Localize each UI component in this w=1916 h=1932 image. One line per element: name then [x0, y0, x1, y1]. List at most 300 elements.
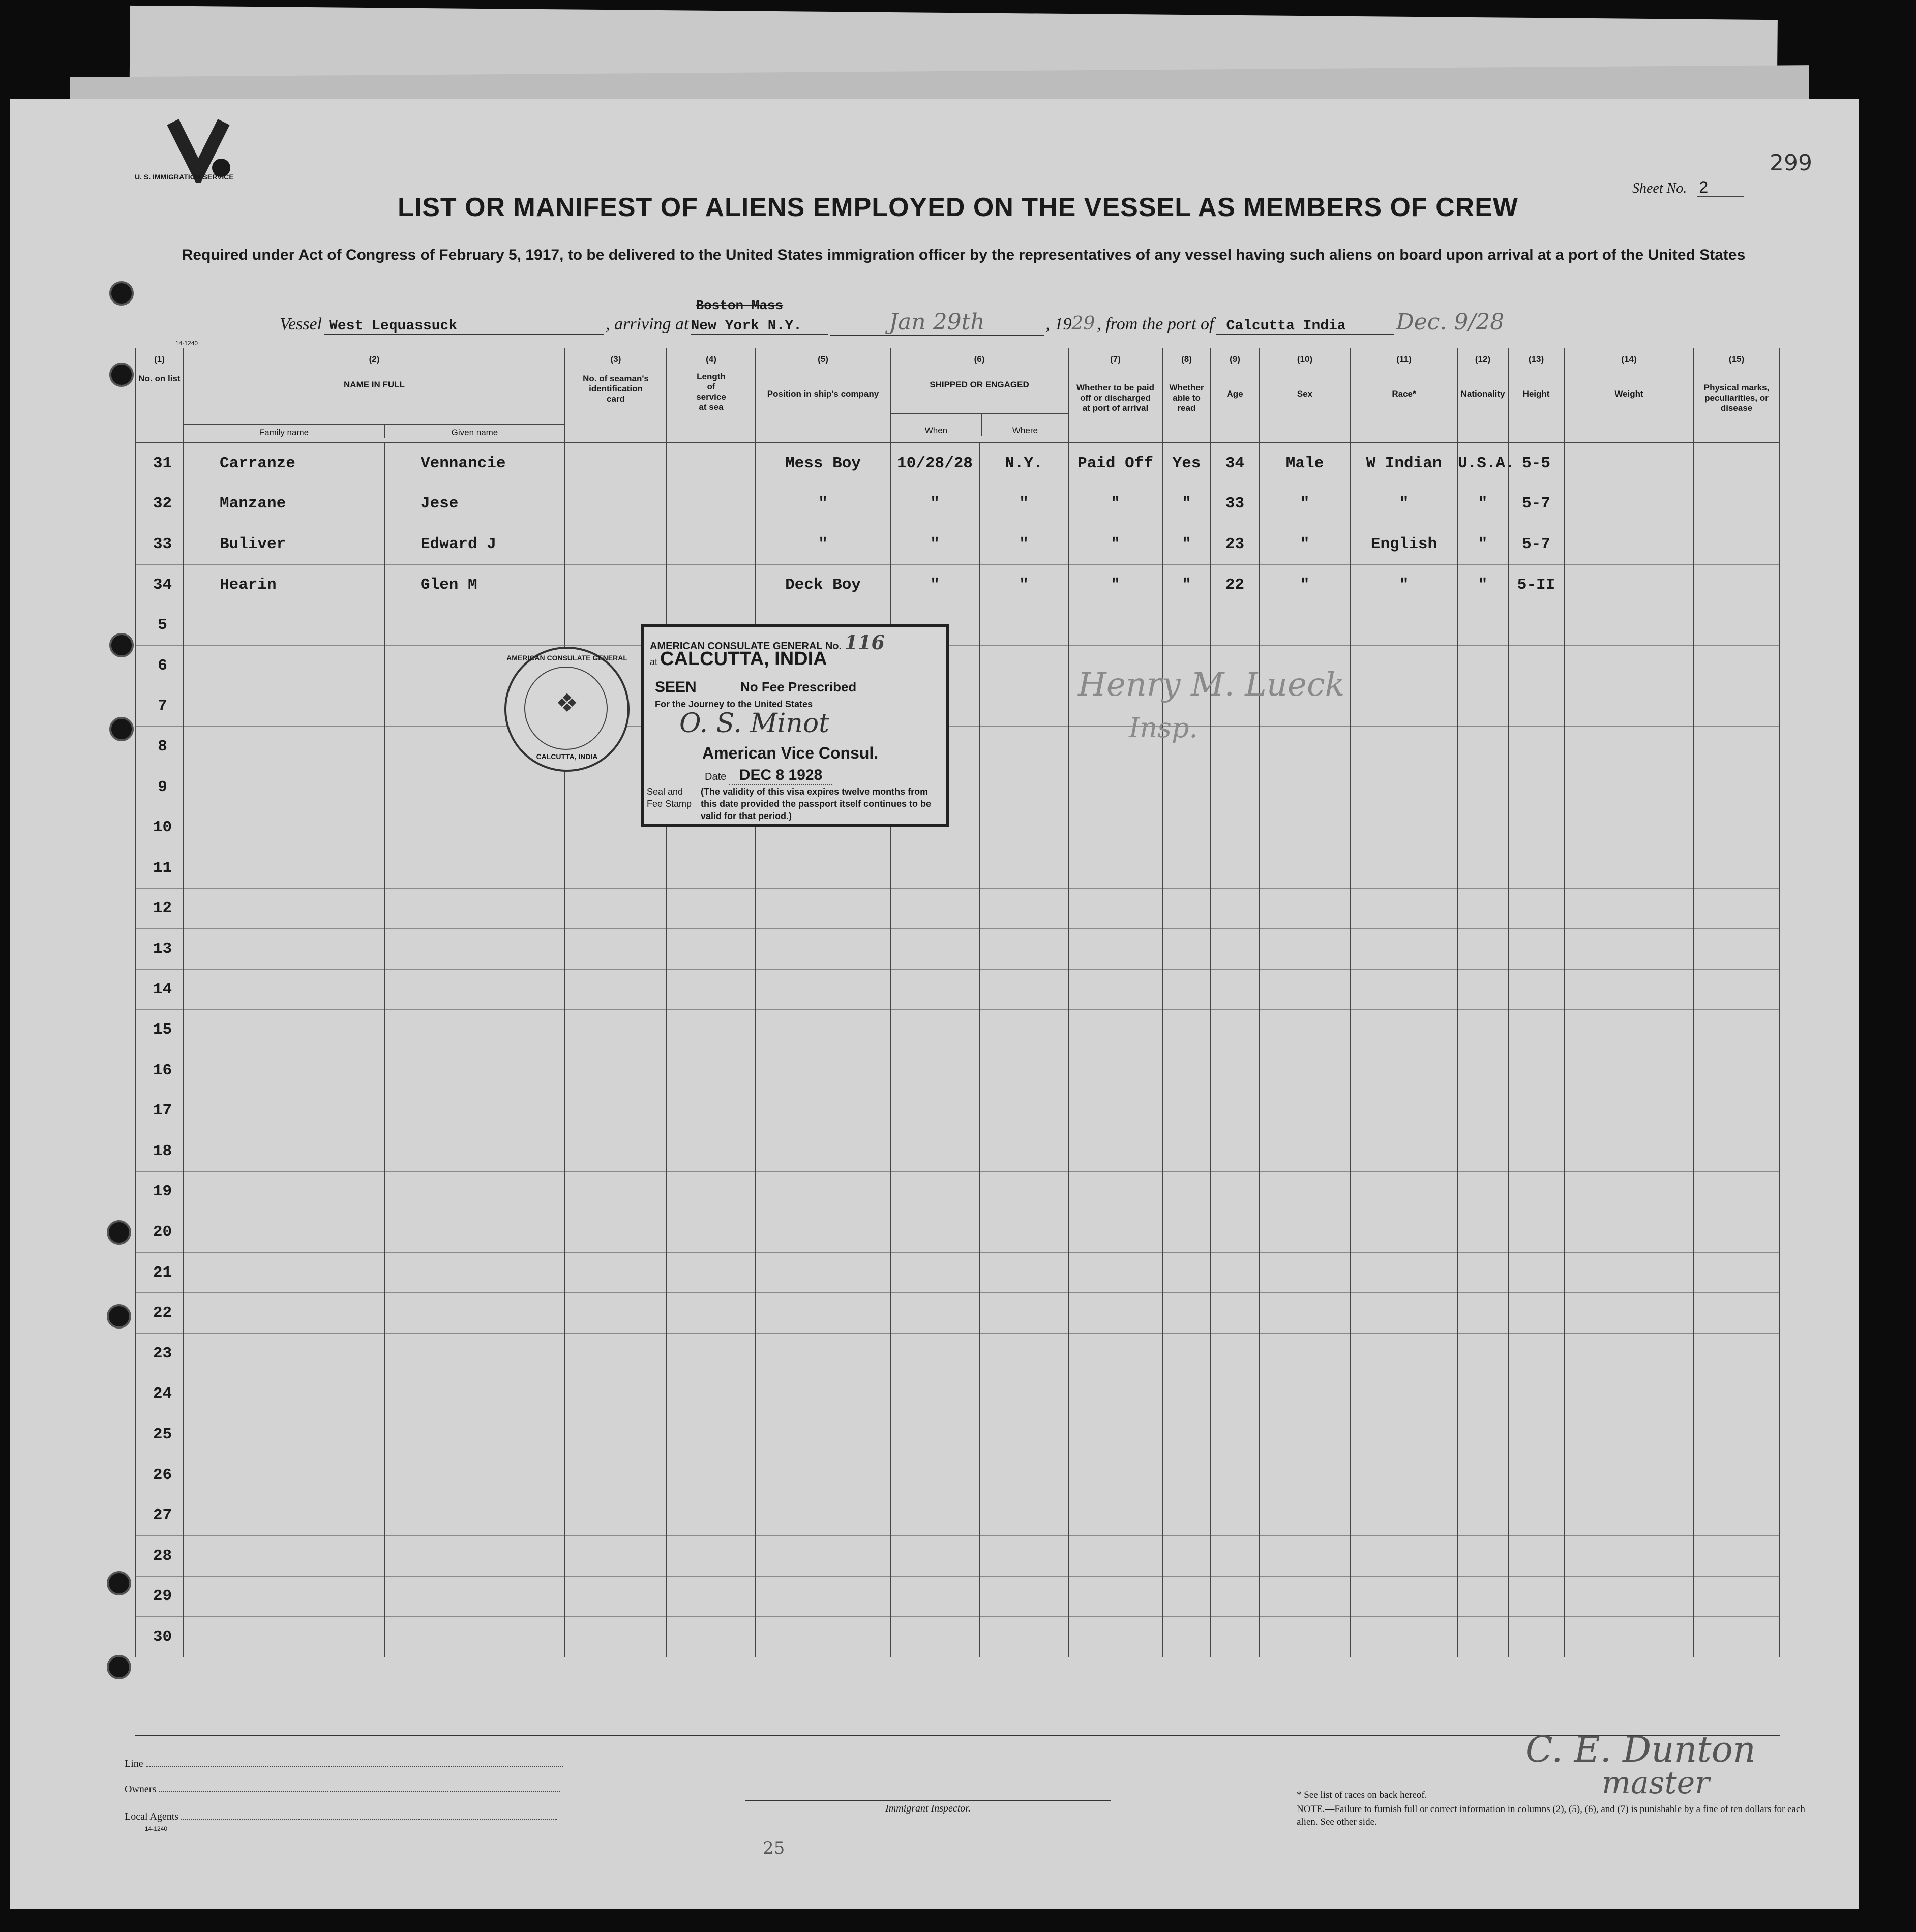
age-cell: 34 [1211, 443, 1259, 484]
empty-cell [1351, 645, 1457, 686]
empty-cell [1068, 1495, 1162, 1536]
binder-hole-icon [107, 1304, 131, 1329]
empty-cell [979, 888, 1068, 929]
empty-cell [1162, 1131, 1211, 1172]
empty-cell [1694, 807, 1779, 848]
footer-owners: Owners [125, 1784, 560, 1795]
empty-cell [1351, 1252, 1457, 1293]
empty-cell [1508, 1374, 1564, 1414]
vessel-line: Vessel West Lequassuck , arriving at Boston Mass New York N.Y. Jan 29th , 1929 , from the port of Calcutta India Dec. 9/28 [280, 298, 1505, 335]
empty-cell [756, 1455, 890, 1495]
row-number-cell: 30 [135, 1617, 184, 1657]
empty-cell [979, 929, 1068, 970]
empty-cell [1694, 727, 1779, 767]
empty-cell [184, 929, 384, 970]
table-header [135, 348, 1779, 443]
master-signature: C. E. Dunton [1525, 1729, 1756, 1770]
empty-cell [1351, 1293, 1457, 1334]
empty-cell [756, 929, 890, 970]
empty-cell [756, 1010, 890, 1050]
empty-cell [1162, 929, 1211, 970]
empty-cell [1162, 1091, 1211, 1131]
row-number-cell: 8 [135, 727, 184, 767]
height-cell: 5-7 [1508, 484, 1564, 524]
empty-cell [979, 605, 1068, 646]
empty-cell [184, 1212, 384, 1253]
table-row [135, 1212, 1779, 1253]
page-stamp-number: 299 [1770, 150, 1812, 176]
empty-cell [1162, 1374, 1211, 1414]
col-header: (9) Age [1211, 348, 1259, 443]
binder-hole-icon [109, 281, 134, 306]
row-number-cell: 25 [135, 1414, 184, 1455]
empty-cell [1508, 1455, 1564, 1495]
col-header-shipped: (6) SHIPPED OR ENGAGED When Where [890, 348, 1068, 443]
row-number-cell: 18 [135, 1131, 184, 1172]
empty-cell [1694, 1252, 1779, 1293]
row-number-cell: 13 [135, 929, 184, 970]
empty-cell [1508, 727, 1564, 767]
empty-cell [1564, 929, 1694, 970]
empty-cell [1457, 727, 1508, 767]
empty-cell [1162, 807, 1211, 848]
empty-cell [667, 929, 756, 970]
empty-cell [1508, 1576, 1564, 1617]
empty-cell [667, 1536, 756, 1577]
empty-cell [667, 1374, 756, 1414]
given-name-cell: Jese [384, 484, 565, 524]
empty-cell [1068, 848, 1162, 888]
empty-cell [1068, 605, 1162, 646]
empty-cell [565, 1617, 667, 1657]
empty-cell [667, 1576, 756, 1617]
page-mark: 25 [763, 1838, 785, 1858]
empty-cell [184, 1050, 384, 1091]
footer-agents: Local Agents [125, 1811, 557, 1823]
empty-cell [1162, 1334, 1211, 1374]
col-header: (12) Nationality [1457, 348, 1508, 443]
empty-cell [890, 1414, 979, 1455]
empty-cell [565, 1131, 667, 1172]
empty-cell [1508, 645, 1564, 686]
row-number-cell: 11 [135, 848, 184, 888]
arrival-date: Jan 29th [830, 309, 1044, 336]
empty-cell [1694, 686, 1779, 727]
empty-cell [1259, 1050, 1351, 1091]
empty-cell [1351, 848, 1457, 888]
empty-cell [1068, 1414, 1162, 1455]
empty-cell [1457, 848, 1508, 888]
empty-cell [1162, 1010, 1211, 1050]
sex-cell: " [1259, 484, 1351, 524]
race-cell: " [1351, 484, 1457, 524]
empty-cell [1259, 1455, 1351, 1495]
eagle-icon: ❖ [555, 689, 579, 717]
empty-cell [1211, 727, 1259, 767]
position-cell: " [756, 524, 890, 565]
empty-cell [1259, 767, 1351, 807]
position-cell: Mess Boy [756, 443, 890, 484]
empty-cell [384, 605, 565, 646]
empty-cell [1564, 888, 1694, 929]
weight-cell [1564, 564, 1694, 605]
table-row [135, 1171, 1779, 1212]
empty-cell [1564, 1293, 1694, 1334]
table-row [135, 564, 1779, 605]
empty-cell [1694, 1293, 1779, 1334]
empty-cell [1564, 1252, 1694, 1293]
empty-cell [1211, 1010, 1259, 1050]
col-header: (11) Race* [1351, 348, 1457, 443]
table-row [135, 929, 1779, 970]
empty-cell [1694, 1455, 1779, 1495]
empty-cell [184, 807, 384, 848]
physical-marks-cell [1694, 564, 1779, 605]
table-row [135, 1414, 1779, 1455]
empty-cell [184, 645, 384, 686]
empty-cell [1211, 1050, 1259, 1091]
row-number-cell: 28 [135, 1536, 184, 1577]
shipped-where-cell: N.Y. [979, 443, 1068, 484]
table-row [135, 1374, 1779, 1414]
empty-cell [1564, 605, 1694, 646]
empty-cell [979, 807, 1068, 848]
empty-cell [890, 1536, 979, 1577]
empty-cell [565, 1334, 667, 1374]
row-number-cell: 20 [135, 1212, 184, 1253]
empty-cell [384, 929, 565, 970]
position-cell: Deck Boy [756, 564, 890, 605]
able-to-read-cell: " [1162, 484, 1211, 524]
empty-cell [1508, 1617, 1564, 1657]
empty-cell [756, 1131, 890, 1172]
footer-note-races: * See list of races on back hereof. [1297, 1790, 1427, 1800]
row-number-cell: 10 [135, 807, 184, 848]
empty-cell [667, 969, 756, 1010]
empty-cell [1508, 969, 1564, 1010]
row-number-cell: 24 [135, 1374, 184, 1414]
empty-cell [979, 969, 1068, 1010]
col-header: (7) Whether to be paid off or discharged at port of arrival [1068, 348, 1162, 443]
race-cell: W Indian [1351, 443, 1457, 484]
manifest-title: LIST OR MANIFEST OF ALIENS EMPLOYED ON THE VESSEL AS MEMBERS OF CREW [398, 193, 1518, 222]
empty-cell [1508, 1495, 1564, 1536]
empty-cell [890, 1334, 979, 1374]
empty-cell [756, 969, 890, 1010]
empty-cell [890, 1617, 979, 1657]
empty-cell [1457, 1617, 1508, 1657]
empty-cell [667, 1252, 756, 1293]
table-row [135, 1252, 1779, 1293]
empty-cell [1564, 686, 1694, 727]
empty-cell [565, 1455, 667, 1495]
empty-cell [1508, 1212, 1564, 1253]
empty-cell [667, 848, 756, 888]
empty-cell [565, 1576, 667, 1617]
empty-cell [1259, 1131, 1351, 1172]
position-cell: " [756, 484, 890, 524]
empty-cell [184, 686, 384, 727]
empty-cell [1457, 1293, 1508, 1334]
shipped-where-cell: " [979, 564, 1068, 605]
empty-cell [1694, 848, 1779, 888]
empty-cell [1259, 1212, 1351, 1253]
table-row [135, 969, 1779, 1010]
row-number-cell: 34 [135, 564, 184, 605]
empty-cell [756, 1414, 890, 1455]
empty-cell [756, 1334, 890, 1374]
empty-cell [1351, 969, 1457, 1010]
empty-cell [384, 1414, 565, 1455]
empty-cell [1508, 1293, 1564, 1334]
empty-cell [1564, 1374, 1694, 1414]
empty-cell [1351, 1131, 1457, 1172]
empty-cell [384, 1171, 565, 1212]
empty-cell [1068, 1536, 1162, 1577]
empty-cell [756, 1212, 890, 1253]
empty-cell [979, 645, 1068, 686]
empty-cell [1351, 929, 1457, 970]
empty-cell [1351, 807, 1457, 848]
sex-cell: " [1259, 564, 1351, 605]
empty-cell [1259, 727, 1351, 767]
empty-cell [1694, 1374, 1779, 1414]
empty-cell [1211, 929, 1259, 970]
table-row [135, 1091, 1779, 1131]
empty-cell [979, 1414, 1068, 1455]
empty-cell [565, 929, 667, 970]
col-header: (14) Weight [1564, 348, 1694, 443]
empty-cell [1351, 1171, 1457, 1212]
binder-hole-icon [109, 717, 134, 741]
empty-cell [979, 1495, 1068, 1536]
given-name-cell: Edward J [384, 524, 565, 565]
empty-cell [184, 1414, 384, 1455]
empty-cell [667, 1495, 756, 1536]
stamp-city: CALCUTTA, INDIA [660, 648, 827, 670]
empty-cell [1508, 807, 1564, 848]
empty-cell [384, 1495, 565, 1536]
empty-cell [1351, 1414, 1457, 1455]
paid-off-cell: " [1068, 564, 1162, 605]
empty-cell [184, 767, 384, 807]
shipped-when-cell: " [890, 524, 979, 565]
empty-cell [1694, 1334, 1779, 1374]
empty-cell [979, 1212, 1068, 1253]
empty-cell [979, 686, 1068, 727]
empty-cell [1694, 767, 1779, 807]
empty-cell [184, 1293, 384, 1334]
table-row [135, 1455, 1779, 1495]
empty-cell [384, 888, 565, 929]
empty-cell [1211, 1536, 1259, 1577]
empty-cell [1457, 1374, 1508, 1414]
row-number-cell: 26 [135, 1455, 184, 1495]
empty-cell [184, 1131, 384, 1172]
empty-cell [1162, 969, 1211, 1010]
empty-cell [384, 1293, 565, 1334]
immigrant-inspector: Immigrant Inspector. [745, 1800, 1111, 1815]
shipped-when-cell: " [890, 564, 979, 605]
empty-cell [1508, 1171, 1564, 1212]
empty-cell [1564, 807, 1694, 848]
family-name-cell: Carranze [184, 443, 384, 484]
row-number-cell: 15 [135, 1010, 184, 1050]
empty-cell [1211, 969, 1259, 1010]
empty-cell [1508, 1414, 1564, 1455]
empty-cell [1457, 767, 1508, 807]
empty-cell [890, 1171, 979, 1212]
empty-cell [1162, 848, 1211, 888]
col-header: (13) Height [1508, 348, 1564, 443]
empty-cell [979, 1334, 1068, 1374]
row-number-cell: 17 [135, 1091, 184, 1131]
empty-cell [1564, 1050, 1694, 1091]
col-header: (5) Position in ship's company [756, 348, 890, 443]
col-header-name: (2) NAME IN FULL Family name Given name [184, 348, 565, 443]
empty-cell [1351, 1495, 1457, 1536]
empty-cell [565, 1293, 667, 1334]
empty-cell [384, 1050, 565, 1091]
empty-cell [756, 848, 890, 888]
empty-cell [184, 1091, 384, 1131]
empty-cell [1162, 1171, 1211, 1212]
empty-cell [1211, 605, 1259, 646]
empty-cell [979, 1091, 1068, 1131]
nationality-cell: U.S.A. [1457, 443, 1508, 484]
empty-cell [1068, 1131, 1162, 1172]
stamp-date: DEC 8 1928 [729, 767, 832, 785]
empty-cell [979, 1374, 1068, 1414]
empty-cell [1162, 605, 1211, 646]
empty-cell [1211, 1495, 1259, 1536]
empty-cell [979, 1131, 1068, 1172]
empty-cell [890, 1293, 979, 1334]
empty-cell [1068, 1050, 1162, 1091]
empty-cell [1457, 1252, 1508, 1293]
empty-cell [890, 1576, 979, 1617]
empty-cell [1162, 1576, 1211, 1617]
footer-form-no: 14-1240 [145, 1825, 168, 1832]
empty-cell [1068, 1374, 1162, 1414]
empty-cell [184, 1536, 384, 1577]
empty-cell [184, 1171, 384, 1212]
row-number-cell: 27 [135, 1495, 184, 1536]
empty-cell [384, 1536, 565, 1577]
empty-cell [1564, 969, 1694, 1010]
height-cell: 5-7 [1508, 524, 1564, 565]
family-name-cell: Manzane [184, 484, 384, 524]
empty-cell [756, 1171, 890, 1212]
age-cell: 22 [1211, 564, 1259, 605]
table-row [135, 848, 1779, 888]
empty-cell [1508, 1010, 1564, 1050]
empty-cell [756, 1576, 890, 1617]
empty-cell [1508, 1252, 1564, 1293]
empty-cell [384, 1010, 565, 1050]
empty-cell [756, 1536, 890, 1577]
table-row [135, 1495, 1779, 1536]
empty-cell [1694, 1212, 1779, 1253]
col-header: (10) Sex [1259, 348, 1351, 443]
row-number-cell: 21 [135, 1252, 184, 1293]
empty-cell [184, 605, 384, 646]
empty-cell [1694, 888, 1779, 929]
empty-cell [1457, 686, 1508, 727]
empty-cell [1508, 929, 1564, 970]
length-of-service-cell [667, 564, 756, 605]
empty-cell [184, 969, 384, 1010]
col-header: (8) Whether able to read [1162, 348, 1211, 443]
id-card-cell [565, 484, 667, 524]
empty-cell [979, 1617, 1068, 1657]
arrival-year: 29 [1071, 313, 1095, 334]
departure-port: Calcutta India [1216, 318, 1394, 335]
empty-cell [1211, 1414, 1259, 1455]
empty-cell [979, 1252, 1068, 1293]
empty-cell [1259, 929, 1351, 970]
consulate-visa-stamp: AMERICAN CONSULATE GENERAL No. 116 at CALCUTTA, INDIA SEEN No Fee Prescribed For the Journey to the United States O. S. Minot American Vice Consul. Date DEC 8 1928 Seal and Fee Stamp (The validity of this visa expires twelve months from this date provided the passport itself continues to be valid for that period.) [641, 624, 949, 827]
empty-cell [1259, 969, 1351, 1010]
empty-cell [890, 929, 979, 970]
empty-cell [1162, 1536, 1211, 1577]
empty-cell [565, 1414, 667, 1455]
length-of-service-cell [667, 524, 756, 565]
empty-cell [1068, 969, 1162, 1010]
empty-cell [184, 1252, 384, 1293]
empty-cell [1351, 1334, 1457, 1374]
empty-cell [1694, 1617, 1779, 1657]
empty-cell [384, 1374, 565, 1414]
empty-cell [890, 888, 979, 929]
empty-cell [1068, 1455, 1162, 1495]
table-row [135, 727, 1779, 767]
length-of-service-cell [667, 484, 756, 524]
empty-cell [890, 1091, 979, 1131]
empty-cell [1211, 1576, 1259, 1617]
empty-cell [384, 1252, 565, 1293]
empty-cell [667, 1334, 756, 1374]
empty-cell [667, 888, 756, 929]
empty-cell [1457, 1212, 1508, 1253]
empty-cell [1564, 727, 1694, 767]
paid-off-cell: Paid Off [1068, 443, 1162, 484]
row-number-cell: 7 [135, 686, 184, 727]
empty-cell [667, 1171, 756, 1212]
empty-cell [1211, 1617, 1259, 1657]
id-card-cell [565, 564, 667, 605]
age-cell: 33 [1211, 484, 1259, 524]
physical-marks-cell [1694, 524, 1779, 565]
empty-cell [384, 848, 565, 888]
empty-cell [1457, 1131, 1508, 1172]
empty-cell [1211, 1171, 1259, 1212]
empty-cell [1457, 888, 1508, 929]
empty-cell [1259, 1374, 1351, 1414]
empty-cell [1508, 767, 1564, 807]
empty-cell [565, 1536, 667, 1577]
empty-cell [1211, 1293, 1259, 1334]
empty-cell [1211, 1212, 1259, 1253]
consulate-seal: AMERICAN CONSULATE GENERAL ❖ CALCUTTA, INDIA [504, 647, 630, 772]
empty-cell [1259, 605, 1351, 646]
empty-cell [1694, 605, 1779, 646]
empty-cell [1457, 1414, 1508, 1455]
empty-cell [1351, 1212, 1457, 1253]
empty-cell [1259, 1293, 1351, 1334]
empty-cell [1162, 1293, 1211, 1334]
empty-cell [1162, 1252, 1211, 1293]
